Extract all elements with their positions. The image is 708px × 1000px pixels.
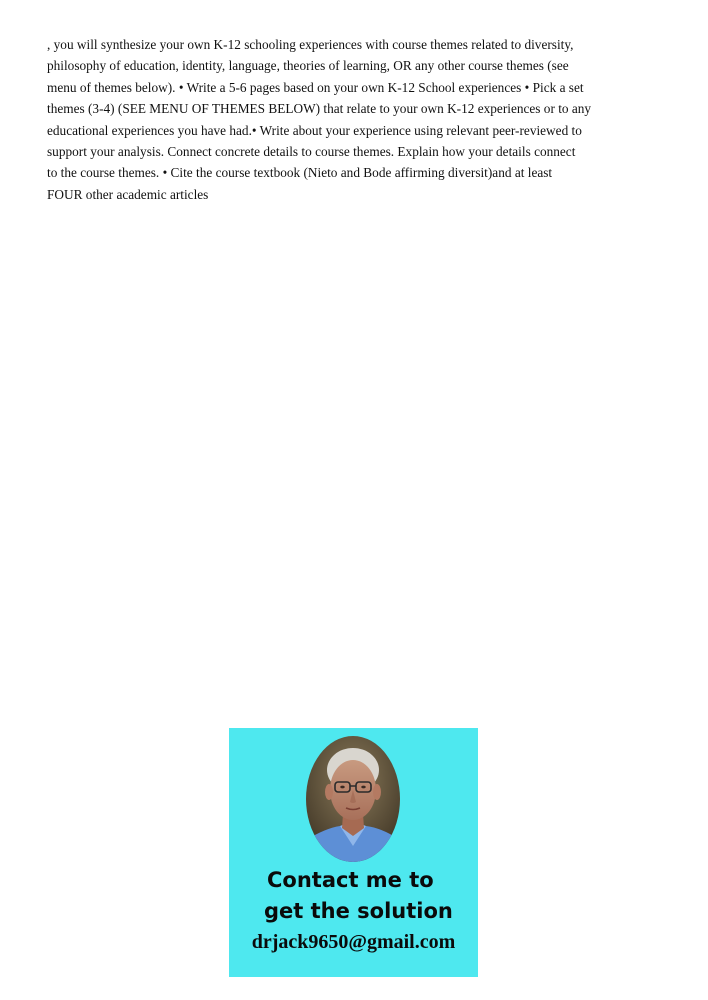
paragraph-line: FOUR other academic articles <box>47 186 209 202</box>
paragraph-line: themes (3-4) (SEE MENU OF THEMES BELOW) that relate to your own K-12 experiences or to any <box>47 101 592 117</box>
paragraph-line: , you will synthesize your own K-12 schooling experiences with course themes related to diversity, <box>47 37 574 52</box>
paragraph-line: educational experiences you have had.• Write about your experience using relevant peer-reviewed to <box>47 122 582 138</box>
cta-line-2: get the solution <box>264 899 453 923</box>
paragraph-line: to the course themes. • Cite the course textbook (Nieto and Bode affirming diversit)and at least <box>47 165 553 181</box>
paragraph-line: menu of themes below). • Write a 5-6 pages based on your own K-12 School experiences • Pick a set <box>47 79 584 95</box>
portrait-photo <box>306 736 400 862</box>
assignment-paragraph <box>47 34 647 205</box>
contact-advert[interactable] <box>229 728 478 977</box>
paragraph-line: support your analysis. Connect concrete details to course themes. Explain how your details connect <box>47 144 576 160</box>
paragraph-line: philosophy of education, identity, language, theories of learning, OR any other course themes (see <box>47 58 569 74</box>
contact-email[interactable]: drjack9650@gmail.com <box>251 931 456 953</box>
cta-line-1: Contact me to <box>267 868 434 892</box>
